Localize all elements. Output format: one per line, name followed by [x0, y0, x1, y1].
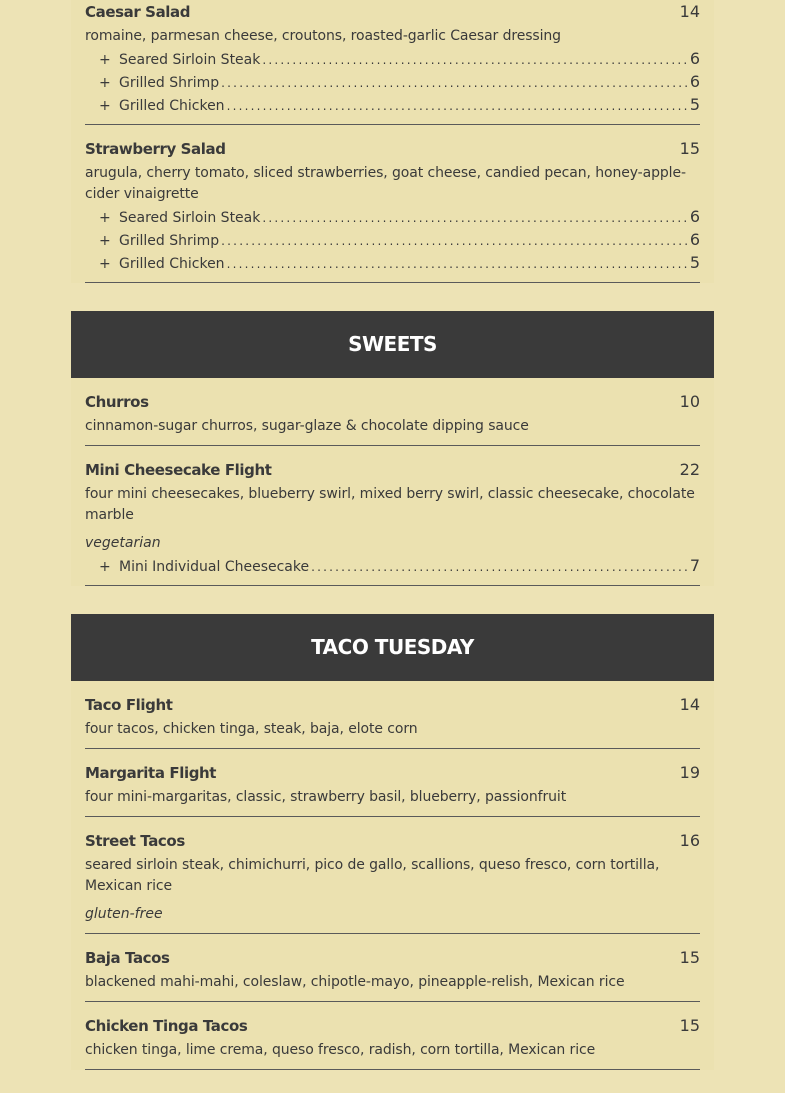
plus-icon: + [99, 98, 111, 114]
plus-icon: + [99, 52, 111, 68]
item-description: romaine, parmesan cheese, croutons, roasted-garlic Caesar dressing [85, 28, 561, 44]
addon-name: Grilled Chicken [119, 98, 225, 114]
dietary-note: vegetarian [85, 535, 161, 551]
item-name: Chicken Tinga Tacos [85, 1017, 248, 1035]
plus-icon: + [99, 559, 111, 575]
plus-icon: + [99, 256, 111, 272]
menu-item [85, 934, 700, 1002]
item-name: Strawberry Salad [85, 140, 226, 158]
item-price: 15 [679, 139, 700, 158]
item-price: 19 [679, 763, 700, 782]
item-header [85, 456, 700, 484]
menu-item [85, 681, 700, 749]
menu-item [85, 446, 700, 586]
item-list [71, 378, 714, 586]
menu-item [85, 749, 700, 817]
menu-section [71, 378, 714, 586]
dot-leader [262, 207, 687, 230]
addon-price: 6 [689, 72, 700, 91]
item-description: seared sirloin steak, chimichurri, pico de gallo, scallions, queso fresco, corn tortilla, Mexican rice [85, 857, 660, 894]
plus-icon: + [99, 75, 111, 91]
menu-section [71, 681, 714, 1070]
item-price: 15 [679, 948, 700, 967]
item-header [85, 388, 700, 416]
item-description: four tacos, chicken tinga, steak, baja, elote corn [85, 721, 418, 737]
item-list [71, 0, 714, 283]
item-description: four mini-margaritas, classic, strawberry basil, blueberry, passionfruit [85, 789, 567, 805]
item-header [85, 135, 700, 163]
addon-row [85, 228, 700, 251]
dot-leader [221, 230, 688, 253]
addon-row [85, 93, 700, 116]
item-name: Taco Flight [85, 696, 173, 714]
dot-leader [262, 49, 687, 72]
addon-row [85, 251, 700, 274]
dot-leader [227, 253, 688, 276]
item-list [71, 681, 714, 1070]
item-name: Caesar Salad [85, 3, 191, 21]
item-description: four mini cheesecakes, blueberry swirl, mixed berry swirl, classic cheesecake, chocolate marble [85, 486, 695, 523]
addon-row [85, 47, 700, 70]
item-price: 16 [679, 831, 700, 850]
addon-row [85, 205, 700, 228]
addon-row [85, 554, 700, 577]
item-description: blackened mahi-mahi, coleslaw, chipotle-mayo, pineapple-relish, Mexican rice [85, 974, 625, 990]
item-header [85, 691, 700, 719]
addon-name: Grilled Shrimp [119, 233, 220, 249]
item-header [85, 1012, 700, 1040]
menu-item [85, 1002, 700, 1070]
plus-icon: + [99, 210, 111, 226]
item-price: 10 [679, 392, 700, 411]
addon-price: 5 [689, 95, 700, 114]
item-header [85, 0, 700, 26]
menu-item [85, 125, 700, 283]
addon-name: Seared Sirloin Steak [119, 210, 261, 226]
addon-price: 6 [689, 230, 700, 249]
dietary-note: gluten-free [85, 906, 163, 922]
addon-name: Mini Individual Cheesecake [119, 559, 310, 575]
item-description: chicken tinga, lime crema, queso fresco, radish, corn tortilla, Mexican rice [85, 1042, 596, 1058]
item-price: 15 [679, 1016, 700, 1035]
section-header: SWEETS [71, 311, 714, 378]
item-header [85, 944, 700, 972]
addon-row [85, 70, 700, 93]
item-description: cinnamon-sugar churros, sugar-glaze & chocolate dipping sauce [85, 418, 529, 434]
item-price: 14 [679, 2, 700, 21]
item-name: Churros [85, 393, 149, 411]
item-header [85, 759, 700, 787]
addon-name: Seared Sirloin Steak [119, 52, 261, 68]
menu-item [85, 0, 700, 125]
dot-leader [221, 72, 688, 95]
plus-icon: + [99, 233, 111, 249]
item-name: Street Tacos [85, 832, 185, 850]
item-price: 22 [679, 460, 700, 479]
addon-name: Grilled Shrimp [119, 75, 220, 91]
addon-price: 6 [689, 49, 700, 68]
dot-leader [227, 95, 688, 118]
section-header: TACO TUESDAY [71, 614, 714, 681]
addon-price: 6 [689, 207, 700, 226]
item-price: 14 [679, 695, 700, 714]
menu-item [85, 817, 700, 934]
addon-price: 5 [689, 253, 700, 272]
menu-item [85, 378, 700, 446]
item-name: Mini Cheesecake Flight [85, 461, 272, 479]
menu-section [71, 0, 714, 283]
item-name: Margarita Flight [85, 764, 217, 782]
addon-price: 7 [689, 556, 700, 575]
item-description: arugula, cherry tomato, sliced strawberries, goat cheese, candied pecan, honey-apple-cider vinaigrette [85, 165, 686, 202]
addon-name: Grilled Chicken [119, 256, 225, 272]
item-header [85, 827, 700, 855]
dot-leader [311, 556, 688, 579]
item-name: Baja Tacos [85, 949, 170, 967]
